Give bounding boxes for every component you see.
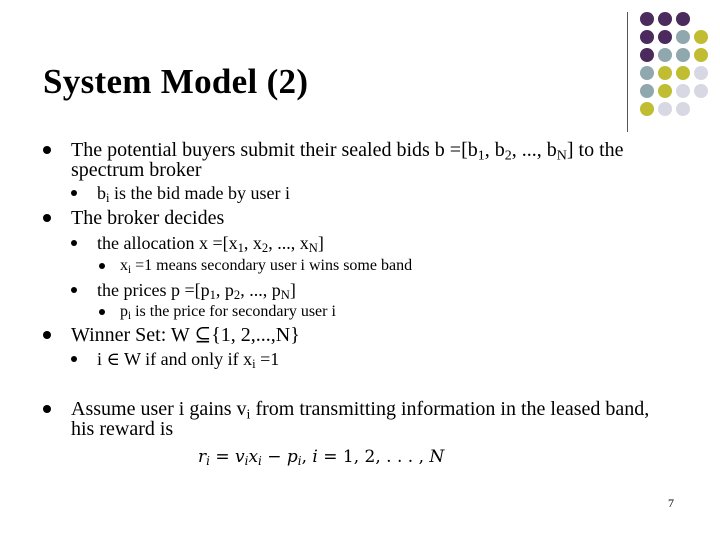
bullet-marker: [71, 240, 77, 246]
decor-dot: [658, 12, 672, 26]
bullet-text-continued: his reward is: [71, 418, 174, 440]
decor-dot: [640, 30, 654, 44]
decor-dot: [658, 30, 672, 44]
bullet-marker: [99, 309, 105, 315]
decor-dot: [640, 12, 654, 26]
bullet-text: $x_i =1$ means secondary user i wins some band: [120, 257, 413, 276]
decor-dot: [640, 84, 654, 98]
decor-dot: [676, 48, 690, 62]
bullet-text: $b_i$ is the bid made by user i: [97, 183, 290, 206]
bullet-marker: [43, 405, 51, 413]
page-number: 7: [668, 496, 674, 510]
slide-title: System Model (2): [43, 62, 309, 101]
bullet-marker: [99, 263, 105, 269]
decor-dot: [694, 66, 708, 80]
title-divider-line: [627, 12, 628, 132]
reward-formula: $r_i = v_ix_i - p_i$, i = 1, 2, . . . , N: [198, 447, 445, 468]
decor-dot: [676, 66, 690, 80]
decor-dot: [676, 102, 690, 116]
decor-dot: [676, 84, 690, 98]
bullet-text: Winner Set: W ⊆{1, 2,...,N}: [71, 324, 300, 346]
decor-dot: [676, 30, 690, 44]
decor-dot: [658, 66, 672, 80]
bullet-text: The broker decides: [71, 207, 225, 229]
decor-dot: [658, 102, 672, 116]
bullet-text: i ∈ W if and only if $x_i =1$: [97, 349, 280, 372]
bullet-text: Assume user i gains $v_i$ from transmitting information in the leased band,: [71, 398, 650, 423]
decor-dot: [676, 12, 690, 26]
bullet-marker: [43, 214, 51, 222]
bullet-marker: [71, 190, 77, 196]
bullet-marker: [71, 356, 77, 362]
bullet-text: The potential buyers submit their sealed bids $b =[b_1$, $b_2$, ..., $b_N$] to the: [71, 139, 624, 164]
bullet-text: $p_i$ is the price for secondary user i: [120, 303, 336, 322]
decor-dot: [694, 48, 708, 62]
bullet-text: the allocation $x =[x_1$, $x_2$, ..., $x_N$]: [97, 233, 324, 256]
decor-dot: [640, 48, 654, 62]
bullet-marker: [71, 287, 77, 293]
decor-dot: [694, 30, 708, 44]
decor-dot: [658, 84, 672, 98]
bullet-text-continued: spectrum broker: [71, 159, 202, 181]
decor-dot: [640, 66, 654, 80]
bullet-text: the prices $p =[p_1$, $p_2$, ..., $p_N$]: [97, 280, 296, 303]
bullet-marker: [43, 331, 51, 339]
decor-dot: [640, 102, 654, 116]
decor-dot: [694, 84, 708, 98]
decor-dot: [658, 48, 672, 62]
bullet-marker: [43, 146, 51, 154]
